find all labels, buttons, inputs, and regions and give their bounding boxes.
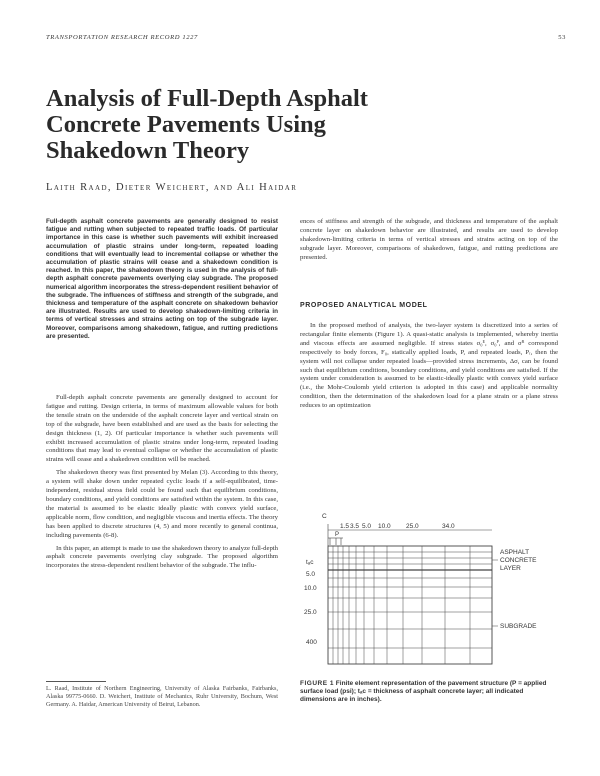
load-symbol-label: P [335,532,340,538]
mesh-vertical-lines [333,546,470,664]
title-line: Analysis of Full-Depth Asphalt [46,85,368,112]
running-header [46,34,566,41]
body-column-right-top [300,218,558,267]
body-column-right-section [300,322,558,415]
title-line: Shakedown Theory [46,137,250,164]
depth-label: 25.0 [304,609,317,616]
paper-title [46,86,546,164]
layer-label: CONCRETE [500,557,537,564]
footnote-rule [46,681,106,682]
dimension-label: 5.0 [362,523,372,530]
dimension-label: 34.0 [442,523,455,530]
subgrade-label: SUBGRADE [500,623,537,630]
finite-element-mesh-figure [300,508,562,676]
author-list: Laith Raad, Dieter Weichert, and Ali Haidar [46,182,298,193]
dimension-label: 10.0 [378,523,391,530]
paragraph: The shakedown theory was first presented by Melan (3). According to this theory, a system will shake down under repeated cyclic loads if a self-equilibrated, time-independent, residual stress field could be found such that equilibrium conditions, boundary conditions, and yield conditions are satisfied within the system. In this case, the material is assumed to be elastic ideally plastic with convex yield surface, applicable norm, flow condition, and negligible viscous and inertia effects. The theory has been applied to discrete structures (4, 5) and more recently to general continua, including pavements (6-8). [46,469,278,539]
mesh-horizontal-lines [328,552,492,648]
depth-label: 10.0 [304,585,317,592]
paragraph: Full-depth asphalt concrete pavements are generally designed to account for fatigue and rutting. Design criteria, in terms of maximum allowable values for both the tensile strain on the underside of the asphalt concrete layer and vertical strain on top of the subgrade, have been established and are used as the basis for selecting the design thickness (1, 2). Of particular importance is whether such pavements will exhibit increased accumulation of plastic strains under long-term, repeated loading conditions that may lead to eventual collapse or whether the accumulation of plastic strains will cease and a shakedown condition will be reached. [46,394,278,464]
dimension-label: 3.5 [350,523,360,530]
paragraph: ences of stiffness and strength of the subgrade, and thickness and temperature of the asphalt concrete layer on shakedown behavior are illustrated, and results are used to develop shakedown-limiting criteria in terms of vertical stresses and strains acting on top of the subgrade layer. Moreover, comparisons of shakedown, fatigue, and rutting predictions are presented. [300,218,558,261]
figure-caption [300,680,558,704]
paragraph: In the proposed method of analysis, the two-layer system is discretized into a series of rectangular finite elements (Figure 1). A quasi-static analysis is implemented, whereby inertia and viscous effects are assumed negligible. If stress states σ₀ᴱ, σ₀ᴾ, and σᴿ correspond respectively to body forces, F₀, statically applied loads, P, and repeated loads, Pᵣ, then the system will not collapse under repeated loads—provided stress increments, Δσ, can be found such that equilibrium conditions, boundary conditions, and yield conditions are satisfied. If the system under consideration is assumed to be elastic-ideally plastic with convex yield surface (i.e., the Mohr-Coulomb yield criterion is adopted in this case) and applicable normality condition, then the determination of the shakedown load for a plane strain or a plane stress reduces to an optimization [300,322,558,410]
layer-label: ASPHALT [500,549,530,556]
paragraph: In this paper, an attempt is made to use the shakedown theory to analyze full-depth asphalt concrete pavements overlying clay subgrade. The proposed algorithm incorporates the stress-dependent resilient behavior of the subgrade. The influ- [46,544,278,570]
section-heading: PROPOSED ANALYTICAL MODEL [300,302,428,309]
mesh-boundary [328,546,492,664]
body-column-left [46,394,278,575]
abstract: Full-depth asphalt concrete pavements are generally designed to resist fatigue and rutting when subjected to repeated traffic loads. Of particular importance in this case is whether such pavements will exhibit increased accumulation of plastic strains under long-term, repeated loading conditions that will eventually lead to incremental collapse or whether the accumulation of plastic strains will cease and a shakedown condition is reached. In this paper, the shakedown theory is used in the analysis of full-depth asphalt concrete pavements overlying clay subgrade. The proposed numerical algorithm incorporates the stress-dependent resilient behavior of the subgrade. The influences of stiffness and strength of the subgrade, and thickness and temperature of the asphalt concrete on shakedown behavior are illustrated. Results are used to develop shakedown-limiting criteria in terms of vertical stresses and strains acting on top of the subgrade layer. Moreover, comparisons among shakedown, fatigue, and rutting predictions are presented. [46,218,278,340]
title-line: Concrete Pavements Using [46,111,326,138]
dimension-label: 1.5 [340,523,350,530]
depth-label: tₐc [306,559,314,566]
centerline-label: C [322,513,327,520]
caption-label: FIGURE 1 [300,680,334,687]
journal-name: TRANSPORTATION RESEARCH RECORD 1227 [46,34,198,41]
page-number: 53 [558,34,566,41]
dimension-label: 25.0 [406,523,419,530]
author-affiliations-footnote: L. Raad, Institute of Northern Engineering, University of Alaska Fairbanks, Fairbanks, Alaska 99775-0660. D. Weichert, Institute of Mechanics, Ruhr University, Bochum, West Germany. A. Haidar, American University of Beirut, Lebanon. [46,685,278,708]
depth-label: 400 [306,639,317,646]
layer-label: LAYER [500,565,521,572]
depth-label: 5.0 [306,571,316,578]
caption-text: Finite element representation of the pavement structure (P = applied surface load (psi); tₐc = thickness of asphalt concrete layer; all indicated dimensions are in inches). [300,680,547,703]
